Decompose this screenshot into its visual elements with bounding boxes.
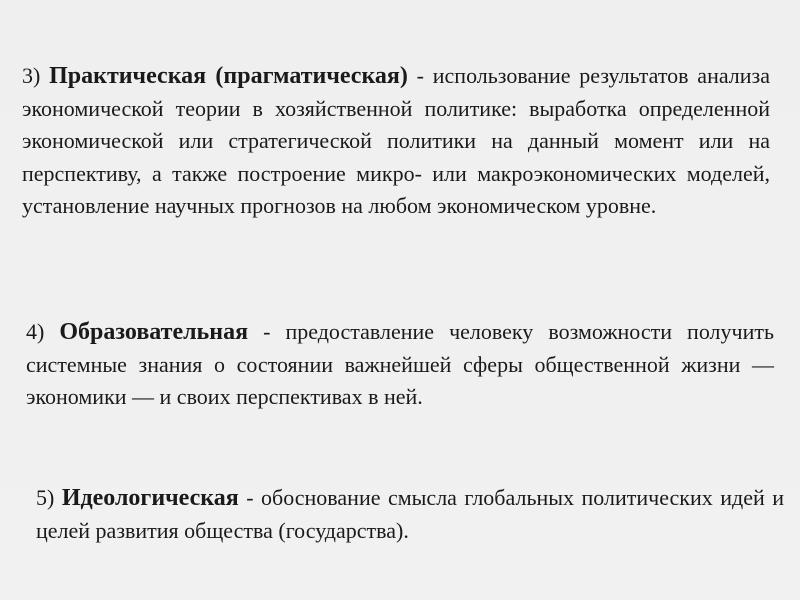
item-number: 5) — [36, 485, 55, 510]
function-item-educational — [22, 316, 774, 414]
function-item-practical — [22, 60, 770, 223]
item-number: 4) — [26, 319, 45, 344]
item-description: - обоснование смысла глобальных политических идей и целей развития общества (государства). — [36, 485, 784, 543]
function-item-ideological — [22, 482, 784, 547]
item-description: - предоставление человеку возможности получить системные знания о состоянии важнейшей сферы общественной жизни — экономики — и своих перспективах в ней. — [26, 319, 775, 409]
item-term: Образовательная — [59, 319, 249, 345]
item-term: Идеологическая — [61, 485, 239, 511]
item-term: Практическая (прагматическая) — [49, 63, 408, 89]
item-number: 3) — [22, 63, 41, 88]
item-description: - использование результатов анализа экономической теории в хозяйственной политике: выработка определенной экономической или стратегической политики на данный момент или на перспективу, а также построение микро- или макроэкономических моделей, установление научных прогнозов на любом экономическом уровне. — [22, 63, 771, 218]
